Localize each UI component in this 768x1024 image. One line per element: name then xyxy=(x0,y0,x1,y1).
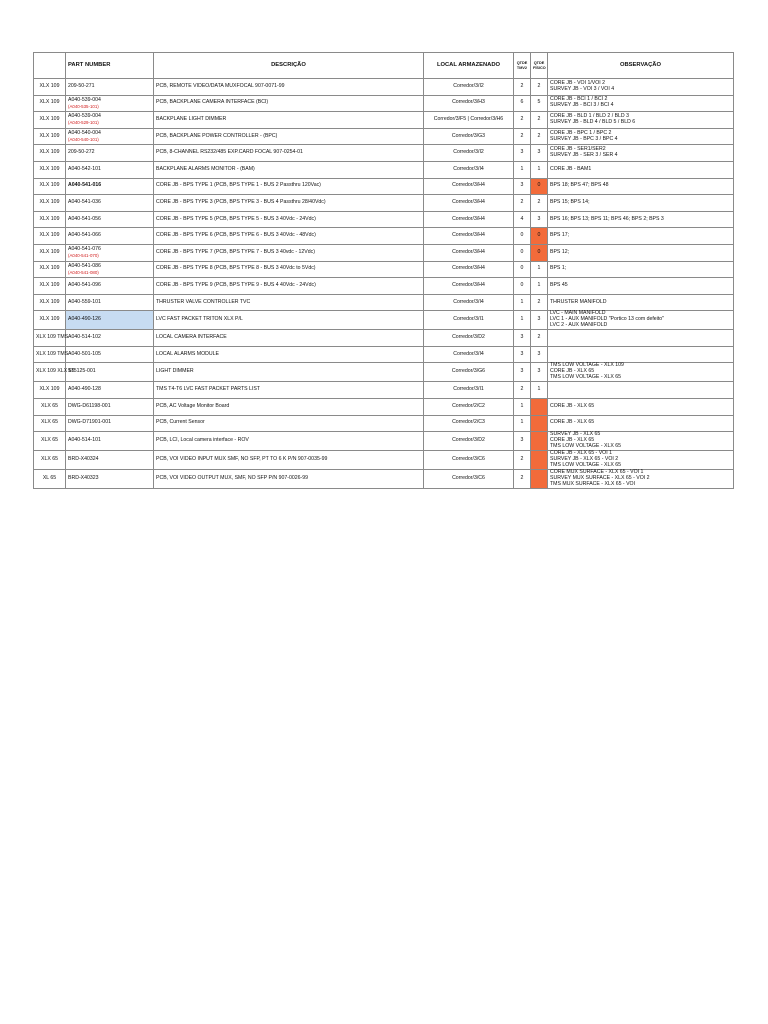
observation-cell xyxy=(548,451,734,470)
location-cell: Corredor/3/C6 xyxy=(424,451,514,470)
observation-line: TMS LOW VOLTAGE - XLX 65 xyxy=(550,443,622,450)
table-row xyxy=(34,432,734,451)
observation-cell xyxy=(548,228,734,245)
qty-tmv-cell: 3 xyxy=(514,363,531,382)
qty-tmv-cell: 6 xyxy=(514,95,531,112)
location-cell: Corredor/3/I4 xyxy=(424,294,514,311)
qty-physical-cell: 2 xyxy=(531,294,548,311)
qty-physical-cell xyxy=(531,432,548,451)
qty-physical-cell: 1 xyxy=(531,261,548,278)
location-cell: Corredor/3/D2 xyxy=(424,330,514,347)
part-number-cell: A040-514-102 xyxy=(66,330,154,347)
location-cell: Corredor/3/I1 xyxy=(424,311,514,330)
observation-header: OBSERVAÇÃO xyxy=(548,53,734,79)
qty-physical-cell: 3 xyxy=(531,311,548,330)
location-cell: Corredor/3/H4 xyxy=(424,244,514,261)
location-cell: Corredor/3/H3 xyxy=(424,95,514,112)
qty-tmv-cell: 0 xyxy=(514,278,531,295)
system-cell: XLX 109 TMS xyxy=(34,346,66,363)
observation-line: SURVEY JB - SER 3 / SER 4 xyxy=(550,152,618,159)
observation-line: CORE JB - BAM1 xyxy=(550,165,592,172)
observation-line: CORE JB - BLD 1 / BLD 2 / BLD 3 xyxy=(550,113,629,120)
table-row xyxy=(34,145,734,162)
observation-cell xyxy=(548,145,734,162)
system-cell: XLX 109 xyxy=(34,228,66,245)
observation-line: SURVEY JB - BPC 3 / BPC 4 xyxy=(550,135,618,142)
qty-physical-cell: 2 xyxy=(531,195,548,212)
location-cell: Corredor/3/I1 xyxy=(424,382,514,399)
observation-cell xyxy=(548,415,734,432)
description-cell: PCB, BACKPLANE POWER CONTROLLER - (BPC) xyxy=(154,128,424,145)
system-cell: XLX 109 xyxy=(34,112,66,129)
qty-tmv-cell: 1 xyxy=(514,161,531,178)
qty-physical-cell: 1 xyxy=(531,382,548,399)
location-cell: Corredor/2/C2 xyxy=(424,398,514,415)
part-number-cell: BRD-X40324 xyxy=(66,451,154,470)
observation-line: TMS LOW VOLTAGE - XLX 65 xyxy=(550,374,622,381)
table-row xyxy=(34,382,734,399)
part-number-cell: BRD-X40323 xyxy=(66,469,154,488)
part-number-cell: A040-541-056 xyxy=(66,211,154,228)
table-row xyxy=(34,244,734,261)
qty-tmv-cell: 3 xyxy=(514,145,531,162)
observation-line: CORE JB - VOI 1/VOI 2 xyxy=(550,79,606,86)
description-cell: CORE JB - BPS TYPE 1 (PCB, BPS TYPE 1 - BUS 2 Passthru 120Vac) xyxy=(154,178,424,195)
qty-physical-cell: 0 xyxy=(531,178,548,195)
location-cell: Corredor/3/H4 xyxy=(424,261,514,278)
table-row xyxy=(34,95,734,112)
part-number-cell: A040-541-086 (A040-541-080) xyxy=(66,261,154,278)
part-number-alt: (A040-540-101) xyxy=(68,137,99,143)
observation-line: BPS 1; xyxy=(550,265,567,272)
observation-line: SURVEY JB - VOI 3 / VOI 4 xyxy=(550,85,615,92)
location-cell: Corredor/3/G6 xyxy=(424,363,514,382)
system-cell: XLX 109 TMS xyxy=(34,330,66,347)
part-number-cell: A040-539-004 (A040-535-101) xyxy=(66,95,154,112)
table-row xyxy=(34,415,734,432)
part-number-cell: 209-50-272 xyxy=(66,145,154,162)
description-cell: CORE JB - BPS TYPE 5 (PCB, BPS TYPE 5 - BUS 3 40Vdc - 24Vdc) xyxy=(154,211,424,228)
observation-line: CORE JB - XLX 65 xyxy=(550,402,595,409)
observation-line: CORE JB - BCI 1 / BCI 2 xyxy=(550,96,608,103)
description-cell: TMS T4-T6 LVC FAST PACKET PARTS LIST xyxy=(154,382,424,399)
qty-physical-cell: 3 xyxy=(531,363,548,382)
observation-line: CORE JB - XLX 65 xyxy=(550,419,595,426)
observation-cell xyxy=(548,211,734,228)
observation-cell xyxy=(548,278,734,295)
part-number-cell: A040-542-101 xyxy=(66,161,154,178)
observation-cell xyxy=(548,178,734,195)
qty-physical-cell: 5 xyxy=(531,95,548,112)
table-row xyxy=(34,195,734,212)
system-cell: XLX 109 xyxy=(34,178,66,195)
description-cell: THRUSTER VALVE CONTROLLER TVC xyxy=(154,294,424,311)
location-cell: Corredor/3/I2 xyxy=(424,79,514,96)
qty-tmv-cell: 2 xyxy=(514,469,531,488)
system-cell: XLX 109 xyxy=(34,95,66,112)
qty-physical-cell: 3 xyxy=(531,211,548,228)
observation-line: BPS 45 xyxy=(550,281,568,288)
table-row xyxy=(34,211,734,228)
observation-cell xyxy=(548,112,734,129)
observation-cell xyxy=(548,432,734,451)
system-cell: XLX 109 xyxy=(34,195,66,212)
observation-line: BPS 16; BPS 13; BPS 11; BPS 46; BPS 2; BPS 3 xyxy=(550,215,664,222)
system-cell: XL 65 xyxy=(34,469,66,488)
qty-tmv-cell: 1 xyxy=(514,294,531,311)
qty-physical-cell: 2 xyxy=(531,128,548,145)
qty-physical-cell: 0 xyxy=(531,228,548,245)
table-row xyxy=(34,112,734,129)
system-cell: XLX 109 xyxy=(34,145,66,162)
location-cell: Corredor/3/C6 xyxy=(424,469,514,488)
part-number-header: PART NUMBER xyxy=(66,53,154,79)
location-cell: Corredor/3/H4 xyxy=(424,228,514,245)
system-cell: XLX 109 xyxy=(34,211,66,228)
part-number-cell: 209-50-271 xyxy=(66,79,154,96)
location-cell: Corredor/3/G3 xyxy=(424,128,514,145)
table-row xyxy=(34,469,734,488)
observation-line: CORE JB - XLX 65 xyxy=(550,368,595,375)
qty-physical-cell: 1 xyxy=(531,161,548,178)
part-number-cell: A040-490-126 xyxy=(66,311,154,330)
location-cell: Corredor/3/H4 xyxy=(424,178,514,195)
qty-physical-cell xyxy=(531,415,548,432)
observation-line: SURVEY JB - BLD 4 / BLD 5 / BLD 6 xyxy=(550,118,636,125)
location-cell: Corredor/3/H4 xyxy=(424,211,514,228)
qty-tmv-cell: 1 xyxy=(514,398,531,415)
table-row xyxy=(34,330,734,347)
observation-line: TMS LOW VOLTAGE - XLX 65 xyxy=(550,461,622,468)
table-row xyxy=(34,128,734,145)
observation-line: CORE JB - XLX 65 xyxy=(550,437,595,444)
description-cell: LIGHT DIMMER xyxy=(154,363,424,382)
description-cell: PCB, AC Voltage Monitor Board xyxy=(154,398,424,415)
description-cell: PCB, REMOTE VIDEO/DATA MUXFOCAL 907-0071-99 xyxy=(154,79,424,96)
observation-cell xyxy=(548,261,734,278)
description-cell: BACKPLANE LIGHT DIMMER xyxy=(154,112,424,129)
observation-line: LVC 1 - AUX MANIFOLD "Portico 13 com defeito" xyxy=(550,316,665,323)
sys-header xyxy=(34,53,66,79)
part-number-cell: A040-559-101 xyxy=(66,294,154,311)
qty-physical-cell xyxy=(531,398,548,415)
table-row xyxy=(34,294,734,311)
qty-tmv-cell: 0 xyxy=(514,261,531,278)
observation-line: BPS 15; BPS 14; xyxy=(550,198,590,205)
description-cell: LVC FAST PACKET TRITON XLX P/L xyxy=(154,311,424,330)
description-cell: PCB, LCI, Local camera interface - ROV xyxy=(154,432,424,451)
qty-tmv-cell: 0 xyxy=(514,244,531,261)
description-cell: CORE JB - BPS TYPE 9 (PCB, BPS TYPE 9 - BUS 4 40Vdc - 24Vdc) xyxy=(154,278,424,295)
qty-physical-header: QTDE FÍSICO xyxy=(531,53,548,79)
inventory-table-top xyxy=(33,52,734,489)
table-row xyxy=(34,311,734,330)
observation-line: TMS LOW VOLTAGE - XLX 109 xyxy=(550,362,624,369)
system-cell: XLX 65 xyxy=(34,432,66,451)
observation-cell xyxy=(548,161,734,178)
table-row xyxy=(34,79,734,96)
qty-tmv-cell: 2 xyxy=(514,451,531,470)
system-cell: XLX 109 xyxy=(34,261,66,278)
observation-line: CORE MUX SURFACE - XLX 65 - VOI 1 xyxy=(550,468,644,475)
location-cell: Corredor/3/F5 | Corredor/3/H6 xyxy=(424,112,514,129)
part-number-cell: 575125-001 xyxy=(66,363,154,382)
part-number-alt: (A040-541-070) xyxy=(68,253,99,259)
observation-cell xyxy=(548,294,734,311)
observation-cell xyxy=(548,311,734,330)
system-cell: XLX 65 xyxy=(34,451,66,470)
observation-cell xyxy=(548,382,734,399)
observation-cell xyxy=(548,244,734,261)
observation-line: CORE JB - BPC 1 / BPC 2 xyxy=(550,129,612,136)
table-row xyxy=(34,451,734,470)
description-cell: LOCAL ALARMS MODULE xyxy=(154,346,424,363)
observation-line: TMS MUX SURFACE - XLX 65 - VOI xyxy=(550,480,636,487)
location-cell: Corredor/3/I4 xyxy=(424,346,514,363)
table-row xyxy=(34,363,734,382)
qty-physical-cell: 2 xyxy=(531,330,548,347)
system-cell: XLX 109 xyxy=(34,161,66,178)
system-cell: XLX 109 xyxy=(34,294,66,311)
location-cell: Corredor/3/H4 xyxy=(424,195,514,212)
observation-cell xyxy=(548,95,734,112)
part-number-cell: A040-541-096 xyxy=(66,278,154,295)
system-cell: XLX 109 xyxy=(34,311,66,330)
qty-physical-cell: 2 xyxy=(531,112,548,129)
table-row xyxy=(34,346,734,363)
table-row xyxy=(34,161,734,178)
location-cell: Corredor/3/I4 xyxy=(424,161,514,178)
system-cell: XLX 109 xyxy=(34,278,66,295)
qty-tmv-cell: 3 xyxy=(514,330,531,347)
observation-cell xyxy=(548,79,734,96)
system-cell: XLX 109 xyxy=(34,382,66,399)
qty-physical-cell: 2 xyxy=(531,79,548,96)
part-number-cell: A040-514-101 xyxy=(66,432,154,451)
part-number-cell: A040-541-036 xyxy=(66,195,154,212)
observation-cell xyxy=(548,398,734,415)
observation-line: SURVEY JB - XLX 65 xyxy=(550,431,601,438)
qty-physical-cell xyxy=(531,451,548,470)
description-cell: PCB, BACKPLANE CAMERA INTERFACE (BCI) xyxy=(154,95,424,112)
part-number-cell: A040-541-016 xyxy=(66,178,154,195)
description-cell: PCB, VOI VIDEO OUTPUT MUX, SMF, NO SFP P/N 907-0026-99 xyxy=(154,469,424,488)
qty-tmv-cell: 2 xyxy=(514,112,531,129)
description-cell: CORE JB - BPS TYPE 8 (PCB, BPS TYPE 8 - BUS 3 40Vdc to 5Vdc) xyxy=(154,261,424,278)
qty-tmv-cell: 0 xyxy=(514,228,531,245)
location-header: LOCAL ARMAZENADO xyxy=(424,53,514,79)
observation-line: LVC 2 - AUX MANIFOLD xyxy=(550,322,608,329)
part-number-cell: A040-541-066 xyxy=(66,228,154,245)
description-cell: LOCAL CAMERA INTERFACE xyxy=(154,330,424,347)
observation-line: LVC - MAIN MANIFOLD xyxy=(550,310,606,317)
observation-line: SURVEY JB - XLX 65 - VOI 2 xyxy=(550,455,619,462)
observation-cell xyxy=(548,346,734,363)
observation-line: THRUSTER MANIFOLD xyxy=(550,298,607,305)
observation-cell xyxy=(548,363,734,382)
description-cell: BACKPLANE ALARMS MONITOR - (BAM) xyxy=(154,161,424,178)
header-row xyxy=(34,53,734,79)
qty-tmv-cell: 3 xyxy=(514,346,531,363)
part-number-alt: (A040-529-101) xyxy=(68,120,99,126)
observation-cell xyxy=(548,330,734,347)
qty-physical-cell: 0 xyxy=(531,244,548,261)
qty-tmv-cell: 2 xyxy=(514,195,531,212)
system-cell: XLX 65 xyxy=(34,398,66,415)
qty-tmv-cell: 2 xyxy=(514,382,531,399)
location-cell: Corredor/2/C3 xyxy=(424,415,514,432)
part-number-cell: DWG-D71901-001 xyxy=(66,415,154,432)
observation-cell xyxy=(548,128,734,145)
part-number-cell: DWG-D61198-001 xyxy=(66,398,154,415)
part-number-alt: (A040-535-101) xyxy=(68,103,99,109)
part-number-cell: A040-541-076 (A040-541-070) xyxy=(66,244,154,261)
qty-tmv-cell: 1 xyxy=(514,415,531,432)
observation-line: CORE JB - XLX 65 - VOI 1 xyxy=(550,450,612,456)
location-cell: Corredor/3/D2 xyxy=(424,432,514,451)
part-number-cell: A040-501-105 xyxy=(66,346,154,363)
table-row xyxy=(34,261,734,278)
system-cell: XLX 109 xyxy=(34,79,66,96)
part-number-cell: A040-490-128 xyxy=(66,382,154,399)
qty-physical-cell: 1 xyxy=(531,278,548,295)
observation-line: CORE JB - SER1/SER2 xyxy=(550,146,606,153)
qty-physical-cell: 3 xyxy=(531,346,548,363)
qty-physical-cell: 3 xyxy=(531,145,548,162)
description-cell: PCB, Current Sensor xyxy=(154,415,424,432)
observation-line: BPS 12; xyxy=(550,248,570,255)
description-cell: CORE JB - BPS TYPE 3 (PCB, BPS TYPE 3 - BUS 4 Passthru 28/40Vdc) xyxy=(154,195,424,212)
qty-tmv-cell: 3 xyxy=(514,178,531,195)
system-cell: XLX 109 xyxy=(34,128,66,145)
part-number-cell: A040-540-004 (A040-540-101) xyxy=(66,128,154,145)
system-cell: XLX 109 xyxy=(34,244,66,261)
description-cell: CORE JB - BPS TYPE 7 (PCB, BPS TYPE 7 - BUS 3 40vdc - 12Vdc) xyxy=(154,244,424,261)
description-cell: CORE JB - BPS TYPE 6 (PCB, BPS TYPE 6 - BUS 3 40Vdc - 48Vdc) xyxy=(154,228,424,245)
qty-tmv-cell: 3 xyxy=(514,432,531,451)
description-cell: PCB, 8-CHANNEL RS232/485 EXP.CARD FOCAL 907-0254-01 xyxy=(154,145,424,162)
location-cell: Corredor/3/I2 xyxy=(424,145,514,162)
system-cell: XLX 65 xyxy=(34,415,66,432)
system-cell: XLX 109 XLX 65 xyxy=(34,363,66,382)
qty-physical-cell xyxy=(531,469,548,488)
qty-tmv-header: QTDE TMV2 xyxy=(514,53,531,79)
observation-line: SURVEY MUX SURFACE - XLX 65 - VOI 2 xyxy=(550,474,650,481)
observation-line: SURVEY JB - BCI 3 / BCI 4 xyxy=(550,102,614,109)
description-cell: PCB, VOI VIDEO INPUT MUX SMF, NO SFP, PT TO 6 K P/N 907-0035-99 xyxy=(154,451,424,470)
table-row xyxy=(34,228,734,245)
qty-tmv-cell: 2 xyxy=(514,79,531,96)
qty-tmv-cell: 2 xyxy=(514,128,531,145)
qty-tmv-cell: 1 xyxy=(514,311,531,330)
table-row xyxy=(34,398,734,415)
part-number-alt: (A040-541-080) xyxy=(68,269,99,275)
description-header: DESCRIÇÃO xyxy=(154,53,424,79)
qty-tmv-cell: 4 xyxy=(514,211,531,228)
observation-line: BPS 18; BPS 47; BPS 48 xyxy=(550,182,609,189)
observation-line: BPS 17; xyxy=(550,232,570,239)
table-row xyxy=(34,278,734,295)
observation-cell xyxy=(548,469,734,488)
table-row xyxy=(34,178,734,195)
location-cell: Corredor/3/H4 xyxy=(424,278,514,295)
observation-cell xyxy=(548,195,734,212)
part-number-cell: A040-539-004 (A040-529-101) xyxy=(66,112,154,129)
